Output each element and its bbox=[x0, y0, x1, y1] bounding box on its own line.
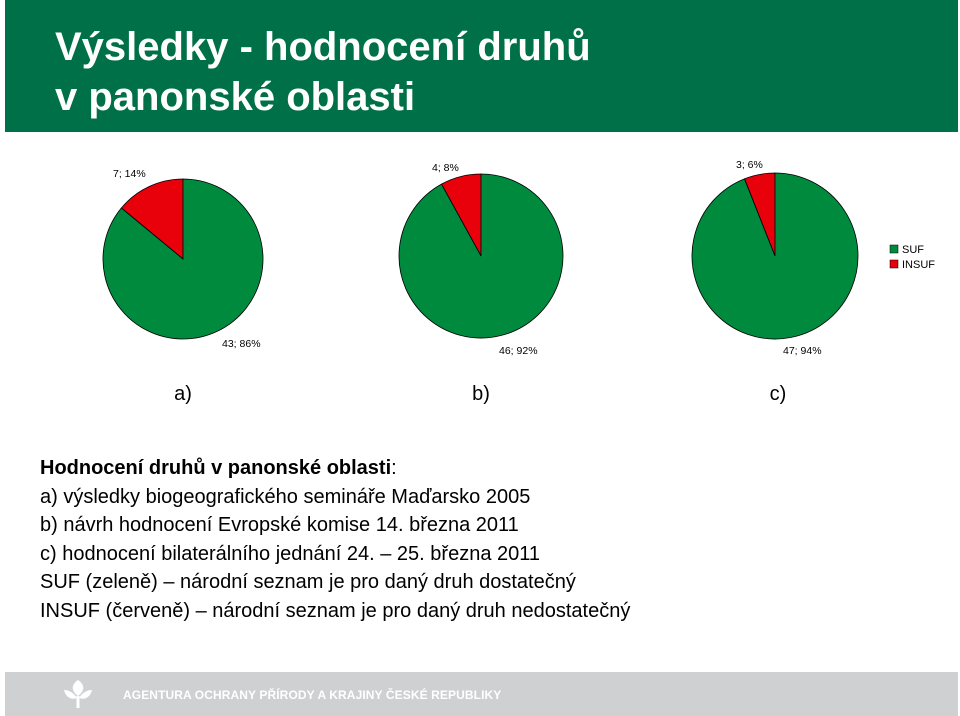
pie-2-label-suf: 46; 92% bbox=[499, 345, 538, 357]
pie-3-slice-suf bbox=[692, 173, 858, 339]
pie-2-panel-label: b) bbox=[472, 383, 490, 405]
description-line-suf: SUF (zeleně) – národní seznam je pro daný druh dostatečný bbox=[40, 571, 576, 594]
description bbox=[40, 454, 630, 626]
pie-2-slice-suf bbox=[399, 174, 563, 338]
page-title-line-2: v panonské oblasti bbox=[55, 75, 416, 119]
description-line-b: b) návrh hodnocení Evropské komise 14. března 2011 bbox=[40, 514, 519, 537]
footer-agency-name: AGENTURA OCHRANY PŘÍRODY A KRAJINY ČESKÉ REPUBLIKY bbox=[123, 688, 502, 702]
pie-1-label-insuf: 7; 14% bbox=[113, 168, 146, 180]
pie-charts bbox=[0, 132, 960, 412]
pie-2-label-insuf: 4; 8% bbox=[432, 162, 459, 174]
description-heading-line bbox=[40, 454, 630, 483]
legend-swatch-suf bbox=[890, 245, 898, 253]
legend-label-suf: SUF bbox=[902, 244, 924, 256]
description-heading-colon: : bbox=[391, 457, 397, 479]
pie-3-label-insuf: 3; 6% bbox=[736, 159, 763, 171]
description-heading: Hodnocení druhů v panonské oblasti bbox=[40, 457, 392, 479]
description-line-a: a) výsledky biogeografického semináře Maďarsko 2005 bbox=[40, 485, 531, 508]
description-line-insuf: INSUF (červeně) – národní seznam je pro daný druh nedostatečný bbox=[40, 599, 631, 622]
page-title-line-1: Výsledky - hodnocení druhů bbox=[55, 25, 591, 69]
legend-label-insuf: INSUF bbox=[902, 259, 935, 271]
pie-3-panel-label: c) bbox=[769, 383, 787, 405]
pie-1-label-suf: 43; 86% bbox=[222, 338, 261, 350]
agency-logo-icon bbox=[60, 676, 96, 712]
legend-swatch-insuf bbox=[890, 260, 898, 268]
title-bar bbox=[5, 0, 958, 132]
footer bbox=[5, 672, 958, 716]
pie-1-panel-label: a) bbox=[174, 383, 192, 405]
legend bbox=[890, 244, 935, 271]
pie-3-label-suf: 47; 94% bbox=[783, 345, 822, 357]
description-line-c: c) hodnocení bilaterálního jednání 24. – 25. března 2011 bbox=[40, 542, 540, 565]
